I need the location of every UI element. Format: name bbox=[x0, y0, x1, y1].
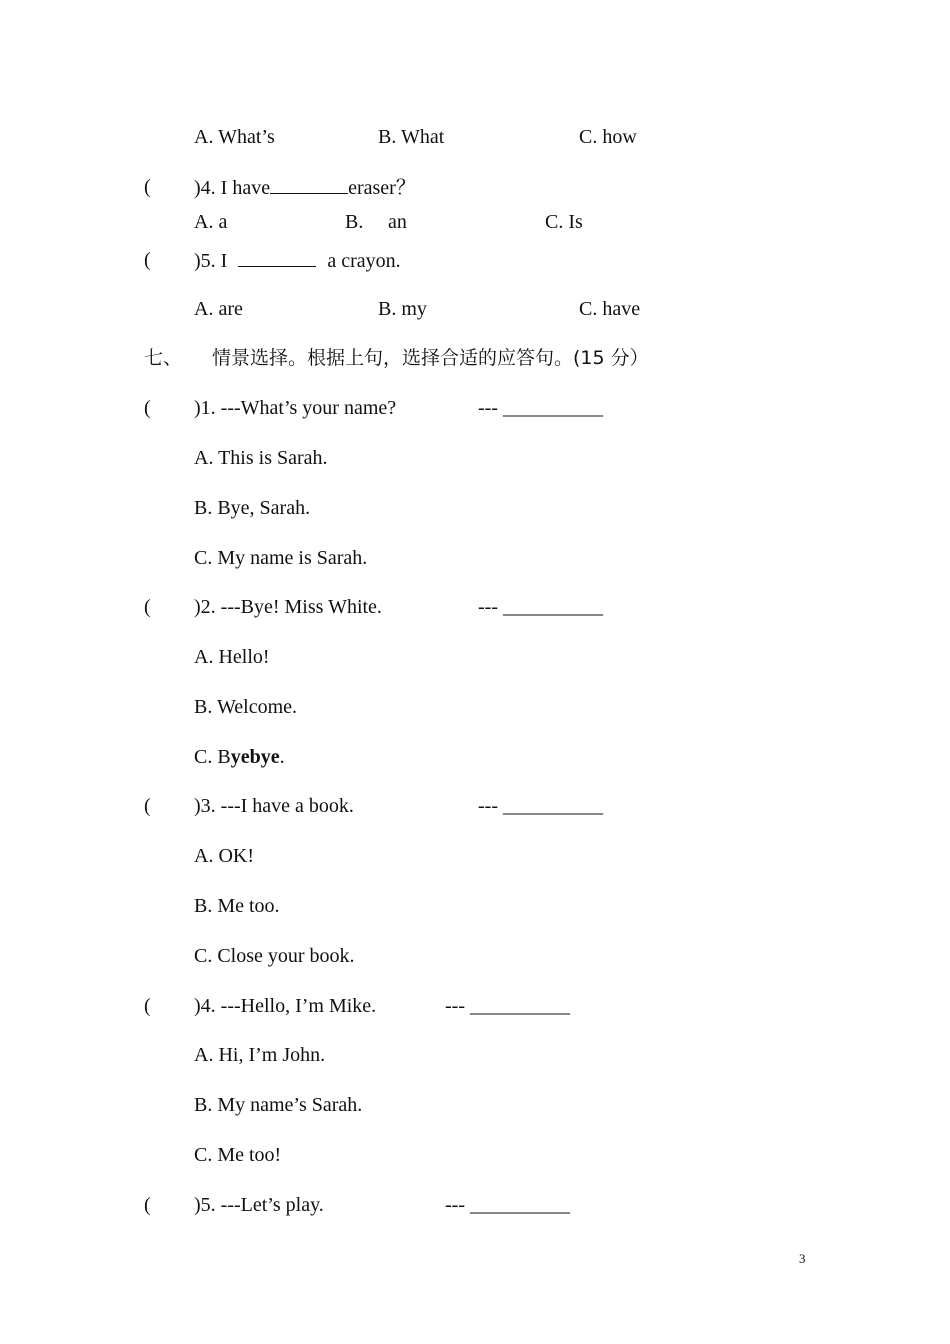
option-c: C. My name is Sarah. bbox=[194, 547, 368, 569]
answer-paren: ( bbox=[144, 249, 151, 271]
question-4 bbox=[194, 175, 416, 200]
answer-paren: ( bbox=[144, 995, 151, 1017]
option-c: C. have bbox=[579, 298, 641, 320]
question-text-after: eraser？ bbox=[348, 177, 416, 199]
option-a: A. Hello! bbox=[194, 646, 270, 668]
question-text: )5. I bbox=[194, 250, 228, 272]
option-b-text: an bbox=[388, 211, 407, 233]
page-number: 3 bbox=[799, 1251, 806, 1266]
dialog-prompt: )3. ---I have a book. bbox=[194, 795, 354, 817]
fill-blank[interactable] bbox=[270, 175, 348, 194]
answer-paren: ( bbox=[144, 795, 151, 817]
question-5 bbox=[194, 248, 401, 273]
section-title: 情景选择。根据上句，选择合适的应答句。(15 分） bbox=[212, 347, 649, 369]
option-a: A. Hi, I’m John. bbox=[194, 1044, 326, 1066]
option-c-prefix: C. B bbox=[194, 746, 231, 768]
answer-paren: ( bbox=[144, 176, 151, 198]
option-b: B. Bye, Sarah. bbox=[194, 497, 311, 519]
option-c: C. how bbox=[579, 126, 637, 148]
dialog-prompt: )1. ---What’s your name? bbox=[194, 397, 397, 419]
option-b: B. Welcome. bbox=[194, 696, 297, 718]
option-c bbox=[194, 745, 285, 769]
answer-paren: ( bbox=[144, 596, 151, 618]
option-a: A. This is Sarah. bbox=[194, 447, 328, 469]
question-text-after: a crayon. bbox=[327, 250, 401, 272]
option-a: A. What’s bbox=[194, 126, 275, 148]
dialog-reply-blank: --- __________ bbox=[478, 795, 603, 817]
fill-blank[interactable] bbox=[238, 248, 316, 267]
option-c-bold: yebye bbox=[230, 746, 280, 768]
dialog-prompt: )2. ---Bye! Miss White. bbox=[194, 596, 382, 618]
option-a: A. a bbox=[194, 211, 228, 233]
dialog-reply-blank: --- __________ bbox=[445, 1194, 570, 1216]
section-number: 七、 bbox=[144, 347, 183, 369]
dialog-prompt: )4. ---Hello, I’m Mike. bbox=[194, 995, 377, 1017]
dialog-reply-blank: --- __________ bbox=[445, 995, 570, 1017]
option-a: A. are bbox=[194, 298, 243, 320]
answer-paren: ( bbox=[144, 1194, 151, 1216]
option-b: B. Me too. bbox=[194, 895, 280, 917]
option-b: B. my bbox=[378, 298, 427, 320]
question-text: )4. I have bbox=[194, 177, 271, 199]
option-c: C. Is bbox=[545, 211, 583, 233]
dialog-prompt: )5. ---Let’s play. bbox=[194, 1194, 324, 1216]
option-b: B. My name’s Sarah. bbox=[194, 1094, 363, 1116]
dialog-reply-blank: --- __________ bbox=[478, 596, 603, 618]
option-a: A. OK! bbox=[194, 845, 254, 867]
option-c: C. Close your book. bbox=[194, 945, 355, 967]
answer-paren: ( bbox=[144, 397, 151, 419]
option-c-suffix: . bbox=[279, 746, 285, 768]
option-c: C. Me too! bbox=[194, 1144, 282, 1166]
option-b: B. What bbox=[378, 126, 445, 148]
dialog-reply-blank: --- __________ bbox=[478, 397, 603, 419]
option-b: B. bbox=[345, 211, 364, 233]
